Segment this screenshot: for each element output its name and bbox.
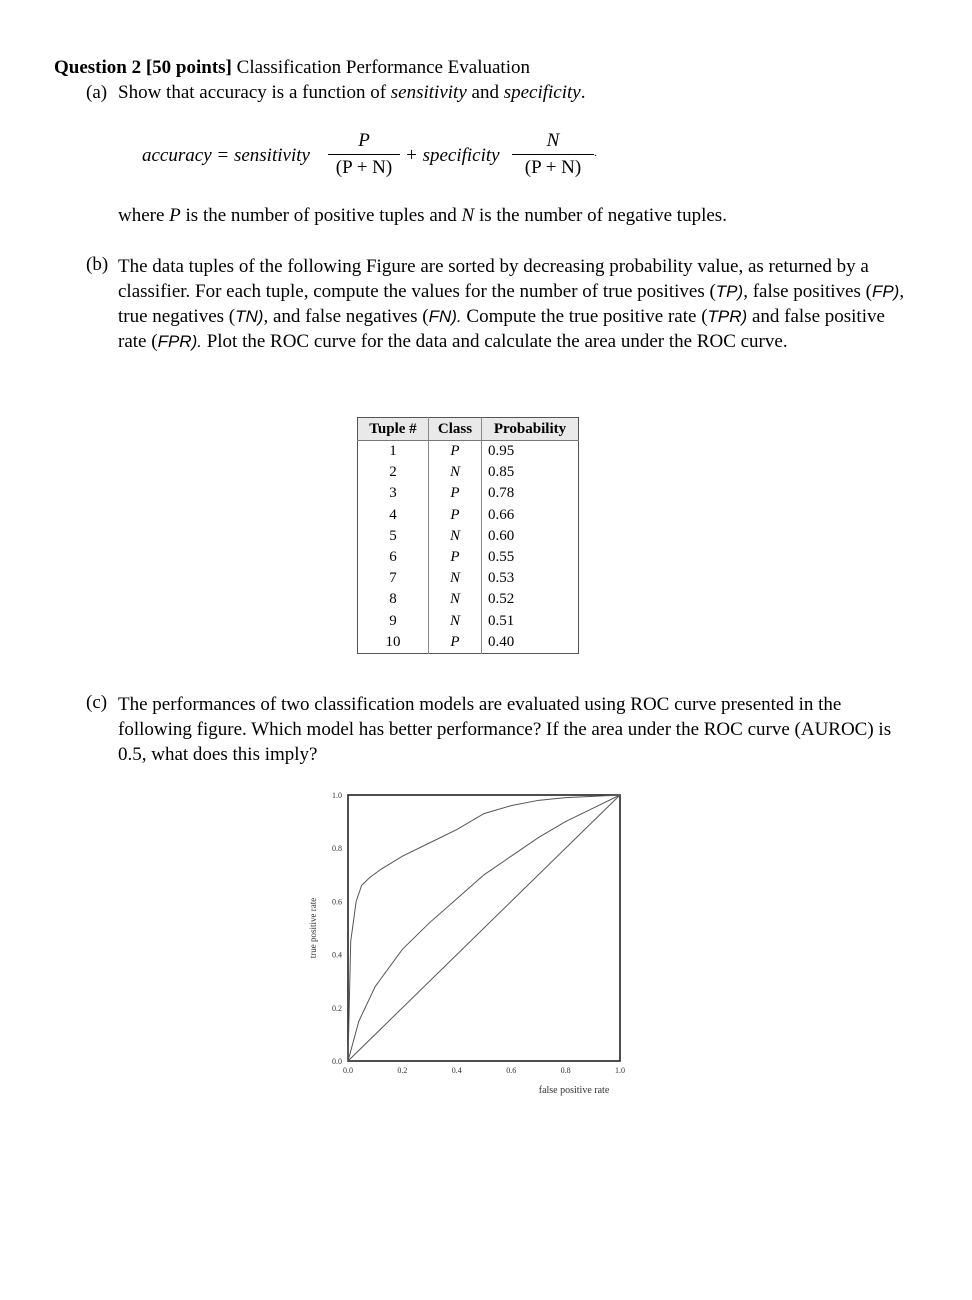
probability-cell: 0.78 — [482, 483, 579, 504]
tuple-cell: 9 — [389, 612, 397, 629]
fp-term: FP) — [871, 282, 900, 301]
table-row — [358, 568, 579, 589]
header-tuple: Tuple # — [358, 418, 429, 441]
part-a-label: (a) — [86, 82, 108, 103]
table-row — [358, 462, 579, 483]
where-text-3: is the number of negative tuples. — [474, 205, 727, 226]
x-tick-label: 1.0 — [615, 1066, 625, 1075]
x-tick-label: 0.2 — [397, 1066, 408, 1075]
class-cell: N — [429, 526, 482, 547]
class-cell: N — [429, 611, 482, 632]
part-a-text: Show that accuracy is a function of — [118, 82, 391, 103]
probability-cell: 0.55 — [482, 547, 579, 568]
formula-fraction-1 — [328, 128, 400, 181]
part-b-s5: Compute the true positive rate ( — [461, 306, 708, 327]
class-cell: P — [429, 547, 482, 568]
part-a-prompt — [86, 82, 585, 104]
tuple-cell: 2 — [389, 464, 397, 481]
y-tick-label: 1.0 — [332, 791, 342, 800]
where-n: N — [461, 205, 475, 226]
header-class: Class — [429, 418, 482, 441]
formula-end: . — [594, 145, 597, 159]
part-a-text-and: and — [466, 82, 504, 103]
tn-term: TN) — [235, 307, 264, 326]
y-tick-label: 0.6 — [332, 897, 342, 907]
y-tick-label: 0.0 — [332, 1057, 342, 1066]
roc-series-line-3 — [348, 795, 620, 1061]
part-b-s1: The data tuples of the following Figure are sorted by decreasing probability value, as returned by a classifier. For each tuple, compute the values for the number of true positives ( — [118, 256, 869, 302]
part-b-s7: Plot the ROC curve for the data and calculate the area under the ROC curve. — [201, 331, 788, 352]
probability-cell: 0.85 — [482, 462, 579, 483]
part-b-label: (b) — [86, 254, 109, 275]
y-tick-label: 0.4 — [332, 950, 342, 960]
table-row — [358, 483, 579, 504]
class-cell: P — [429, 505, 482, 526]
tuple-cell: 3 — [389, 485, 397, 502]
x-tick-label: 0.4 — [451, 1066, 462, 1075]
question-title-rest: Classification Performance Evaluation — [236, 57, 530, 78]
class-cell: N — [429, 462, 482, 483]
probability-cell: 0.95 — [482, 441, 579, 463]
fraction-2-numerator: N — [546, 130, 560, 151]
part-c-prompt: The performances of two classification models are evaluated using ROC curve presented in the following figure. Which model has better performance? If the area under the ROC curve (AUROC) is 0.5, what does this imply? — [118, 694, 892, 765]
tuple-cell: 4 — [389, 506, 397, 523]
probability-cell: 0.40 — [482, 632, 579, 654]
accuracy-formula — [142, 128, 612, 188]
part-b-s4: , and false negatives ( — [263, 306, 429, 327]
y-tick-label: 0.8 — [332, 844, 342, 854]
specificity-term: specificity — [503, 82, 581, 103]
formula-lhs: accuracy = sensitivity — [142, 145, 310, 166]
class-cell: P — [429, 632, 482, 654]
class-cell: P — [429, 483, 482, 504]
part-b-prompt — [118, 254, 908, 354]
table-row — [358, 589, 579, 610]
header-probability: Probability — [482, 418, 579, 441]
y-tick-label: 0.2 — [332, 1003, 342, 1013]
x-tick-label: 0.8 — [560, 1066, 571, 1075]
tpr-term: TPR) — [707, 307, 748, 326]
formula-fraction-2 — [512, 128, 594, 181]
probability-cell: 0.66 — [482, 505, 579, 526]
fraction-1-denominator: (P + N) — [335, 157, 393, 178]
tuple-cell: 8 — [389, 591, 397, 608]
table-row — [358, 441, 579, 463]
class-cell: N — [429, 589, 482, 610]
tuple-cell: 7 — [389, 570, 397, 587]
x-tick-label: 0.6 — [506, 1066, 517, 1075]
where-p: P — [169, 205, 181, 226]
formula-plus-specificity: + specificity — [405, 145, 500, 166]
y-axis-label: true positive rate — [308, 897, 318, 959]
where-text-1: where — [118, 205, 170, 226]
part-a-text-end: . — [580, 82, 586, 103]
probability-cell: 0.51 — [482, 611, 579, 632]
question-title-bold: Question 2 [50 points] — [54, 57, 232, 78]
tuple-cell: 6 — [389, 549, 397, 566]
part-c-label: (c) — [86, 692, 108, 713]
roc-chart — [300, 784, 640, 1104]
fn-term: FN). — [428, 307, 462, 326]
x-tick-label: 0.0 — [343, 1066, 353, 1075]
tuple-cell: 5 — [389, 527, 397, 544]
table-row — [358, 547, 579, 568]
part-b-s6: and false positive rate ( — [118, 306, 885, 352]
table-row — [358, 611, 579, 632]
table-row — [358, 526, 579, 547]
probability-cell: 0.52 — [482, 589, 579, 610]
tuple-cell: 10 — [385, 633, 401, 650]
table-row — [358, 505, 579, 526]
x-axis-label: false positive rate — [538, 1085, 610, 1096]
fraction-2-denominator: (P + N) — [524, 157, 582, 178]
tuples-table — [357, 417, 579, 654]
class-cell: N — [429, 568, 482, 589]
table-row — [358, 632, 579, 654]
question-title — [54, 57, 530, 79]
tp-term: TP) — [715, 282, 744, 301]
part-b-s3: , true negatives ( — [118, 281, 905, 327]
where-clause — [118, 205, 727, 227]
sensitivity-term: sensitivity — [390, 82, 467, 103]
probability-cell: 0.53 — [482, 568, 579, 589]
fpr-term: FPR). — [157, 332, 202, 351]
class-cell: P — [429, 441, 482, 463]
table-header-row — [358, 418, 579, 441]
probability-cell: 0.60 — [482, 526, 579, 547]
where-text-2: is the number of positive tuples and — [180, 205, 462, 226]
tuple-cell: 1 — [389, 443, 397, 460]
fraction-1-numerator: P — [358, 130, 370, 151]
part-b-s2: , false positives ( — [743, 281, 872, 302]
